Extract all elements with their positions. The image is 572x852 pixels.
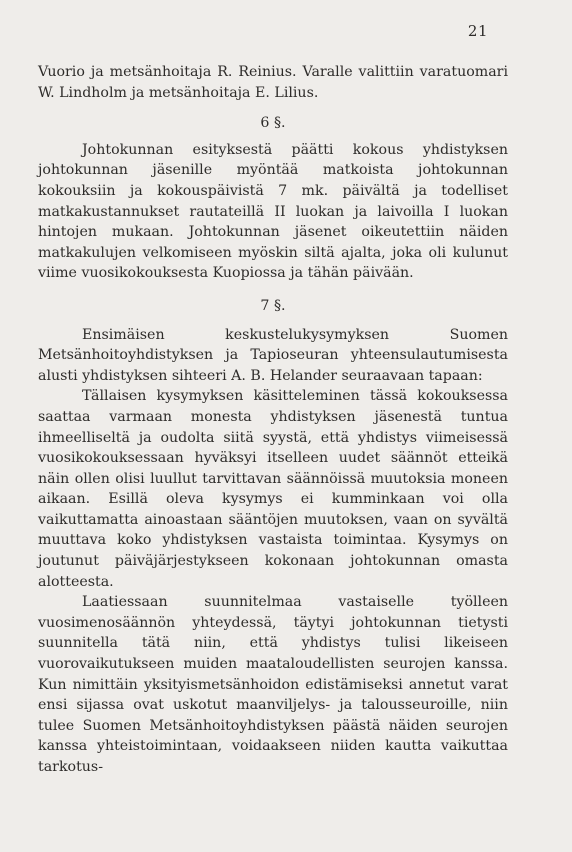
section-7-paragraph-1: Ensimäisen keskustelukysymyksen Suomen Metsänhoitoyhdistyksen ja Tapioseuran yhteensulautumisesta alusti yhdistyksen sihteeri A. B. Helander seuraavaan tapaan: — [38, 326, 508, 384]
section-7-paragraph-3: Laatiessaan suunnitelmaa vastaiselle työlleen vuosimenosäännön yhteydessä, täytyi johtokunnan tietysti suunnitella tätä niin, että yhdistys tulisi likeiseen vuorovaikutukseen muiden maataloudellisten seurojen kanssa. Kun nimittäin yksityismetsänhoidon edistämiseksi annetut varat ensi sijassa ovat uskotut maanviljelys- ja talousseuroille, niin tulee Suomen Metsänhoitoyhdistyksen päästä näiden seurojen kanssa yhteistoimintaan, voidaakseen niiden kautta vaikuttaa tarkotus- — [38, 594, 508, 775]
section-6-paragraph: Johtokunnan esityksestä päätti kokous yhdistyksen johtokunnan jäsenille myöntää matkoista johtokunnan kokouksiin ja kokouspäivistä 7 mk. päivältä ja todelliset matkakustannukset rautateillä II luokan ja laivoilla I luokan hintojen mukaan. Johtokunnan jäsenet oikeutettiin näiden matkakulujen velkomiseen myöskin siltä ajalta, joka oli kulunut viime vuosikokouksesta Kuopiossa ja tähän päivään. — [38, 141, 508, 282]
section-7-heading: 7 §. — [260, 297, 286, 314]
body-text — [38, 62, 508, 778]
section-7-paragraph-2: Tällaisen kysymyksen käsitteleminen tässä kokouksessa saattaa varmaan monesta yhdistyksen jäsenestä tuntua ihmeelliseltä ja oudolta siitä syystä, että yhdistys viimeisessä vuosikokouksessaan hyväksyi itselleen uudet säännöt etteikä näin ollen olisi luullut tarvittavan säännöissä muutoksia moneen aikaan. Esillä oleva kysymys ei kumminkaan voi olla vaikuttamatta ainoastaan sääntöjen muutoksen, vaan on syvältä muuttava koko yhdistyksen vastaista toimintaa. Kysymys on joutunut päiväjärjestykseen kokonaan johtokunnan omasta alotteesta. — [38, 388, 508, 590]
page-number: 21 — [467, 22, 488, 40]
section-6-heading: 6 §. — [260, 115, 286, 132]
paragraph-intro: Vuorio ja metsänhoitaja R. Reinius. Varalle valittiin varatuomari W. Lindholm ja metsänhoitaja E. Lilius. — [38, 64, 508, 101]
